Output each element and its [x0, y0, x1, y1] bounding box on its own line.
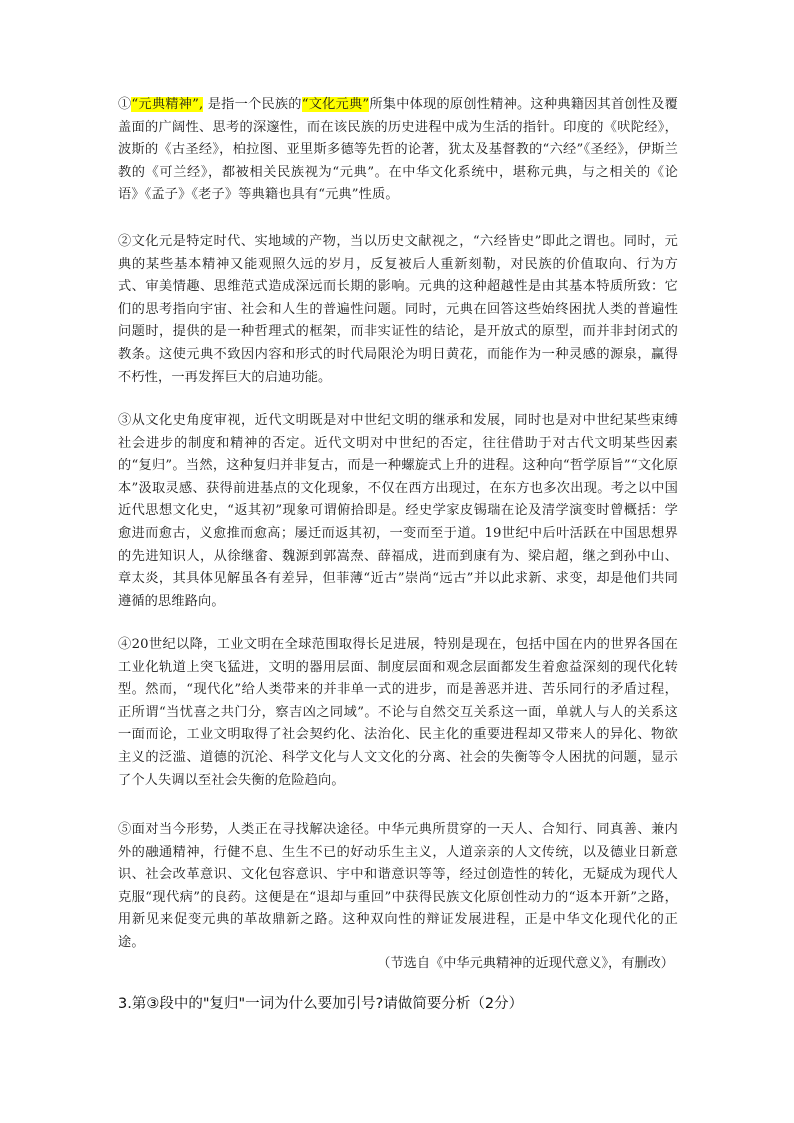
paragraph-5: ⑤面对当今形势，人类正在寻找解决途径。中华元典所贯穿的一天人、合知行、同真善、兼内外的融通精神，行健不息、生生不已的好动乐生主义，人道亲亲的人文传统，以及德业日新意识、社会改革意识、文化包容意识、宇中和谐意识等等，经过创造性的转化，无疑成为现代人克服“现代病”的良药。这便是在“退却与重回”中获得民族文化原创性动力的“返本开新”之路，用新见来促变元典的革故鼎新之路。这种双向性的辩证发展进程，正是中华文化现代化的正途。	[118, 822, 678, 950]
paragraph-1-rest: 所集中体现的原创性精神。这种典籍因其首创性及覆盖面的广阔性、思考的深邃性，而在该民族的历史进程中成为生活的指针。印度的《吠陀经》，波斯的《古圣经》，柏拉图、亚里斯多德等先哲的论著，犹太及基督教的“六经”《圣经》，伊斯兰教的《可兰经》，都被相关民族视为“元典”。在中华文化系统中，堪称元典，与之相关的《论语》《孟子》《老子》等典籍也具有“元典”性质。	[118, 97, 678, 203]
question-3: 3.第③段中的"复归"一词为什么要加引号?请做简要分析（2分）	[118, 996, 524, 1012]
highlight-yuandian-jingshen: “元典精神”,	[131, 97, 204, 112]
paragraph-4: ④20世纪以降，工业文明在全球范围取得长足进展，特别是现在，包括中国在内的世界各国在工业化轨道上突飞猛进，文明的器用层面、制度层面和观念层面都发生着愈益深刻的现代化转型。然而，“现代化”给人类带来的并非单一式的进步，而是善恶并进、苦乐同行的矛盾过程，正所谓“当忧喜之共门分，察吉凶之同域”。不论与自然交互关系这一面，单就人与人的关系这一面而论，工业文明取得了社会契约化、法治化、民主化的重要进程却又带来人的异化、物欲主义的泛滥、道德的沉沦、科学文化与人文文化的分离、社会的失衡等令人困扰的问题，显示了个人失调以至社会失衡的危险趋向。	[118, 637, 678, 788]
paragraph-2: ②文化元是特定时代、实地域的产物，当以历史文献视之，“六经皆史”即此之谓也。同时，元典的某些基本精神又能观照久远的岁月，反复被后人重新刻勒，对民族的价值取向、行为方式、审美情趣、思维范式造成深远而长期的影响。元典的这种超越性是由其基本特质所致：它们的思考指向宇宙、社会和人生的普遍性问题。同时，元典在回答这些始终困扰人类的普遍性问题时，提供的是一种哲理式的框架，而非实证性的结论，是开放式的原型，而并非封闭式的教条。这使元典不致因内容和形式的时代局限沦为明日黄花，而能作为一种灵感的源泉，赢得不朽性，一再发挥巨大的启迪功能。	[118, 234, 678, 385]
paragraph-1-number: ①	[118, 97, 132, 112]
paragraph-3: ③从文化史角度审视，近代文明既是对中世纪文明的继承和发展，同时也是对中世纪某些束缚社会进步的制度和精神的否定。近代文明对中世纪的否定，往往借助于对古代文明某些因素的“复归”。当然，这种复归并非复古，而是一种螺旋式上升的进程。这种向“哲学原旨”“文化原本”汲取灵感、获得前进基点的文化现象，不仅在西方出现过，在东方也多次出现。考之以中国近代思想文化史，“返其初”现象可谓俯拾即是。经史学家皮锡瑞在论及清学演变时曾概括：学愈进而愈古，义愈推而愈高；屡迁而返其初，一变而至于道。19世纪中后叶活跃在中国思想界的先进知识人，从徐继畲、魏源到郭嵩焘、薛福成，进而到康有为、梁启超，继之到孙中山、章太炎，其具体见解虽各有差异，但菲薄“近古”崇尚“远古”并以此求新、求变，却是他们共同遵循的思维路向。	[118, 413, 678, 609]
paragraph-1-middle: 是指一个民族的	[203, 97, 302, 112]
highlight-wenhua-yuandian: “文化元典”	[301, 97, 370, 112]
paragraph-1	[118, 94, 678, 207]
source-citation: （节选自《中华元典精神的近现代意义》，有删改）	[377, 956, 674, 971]
